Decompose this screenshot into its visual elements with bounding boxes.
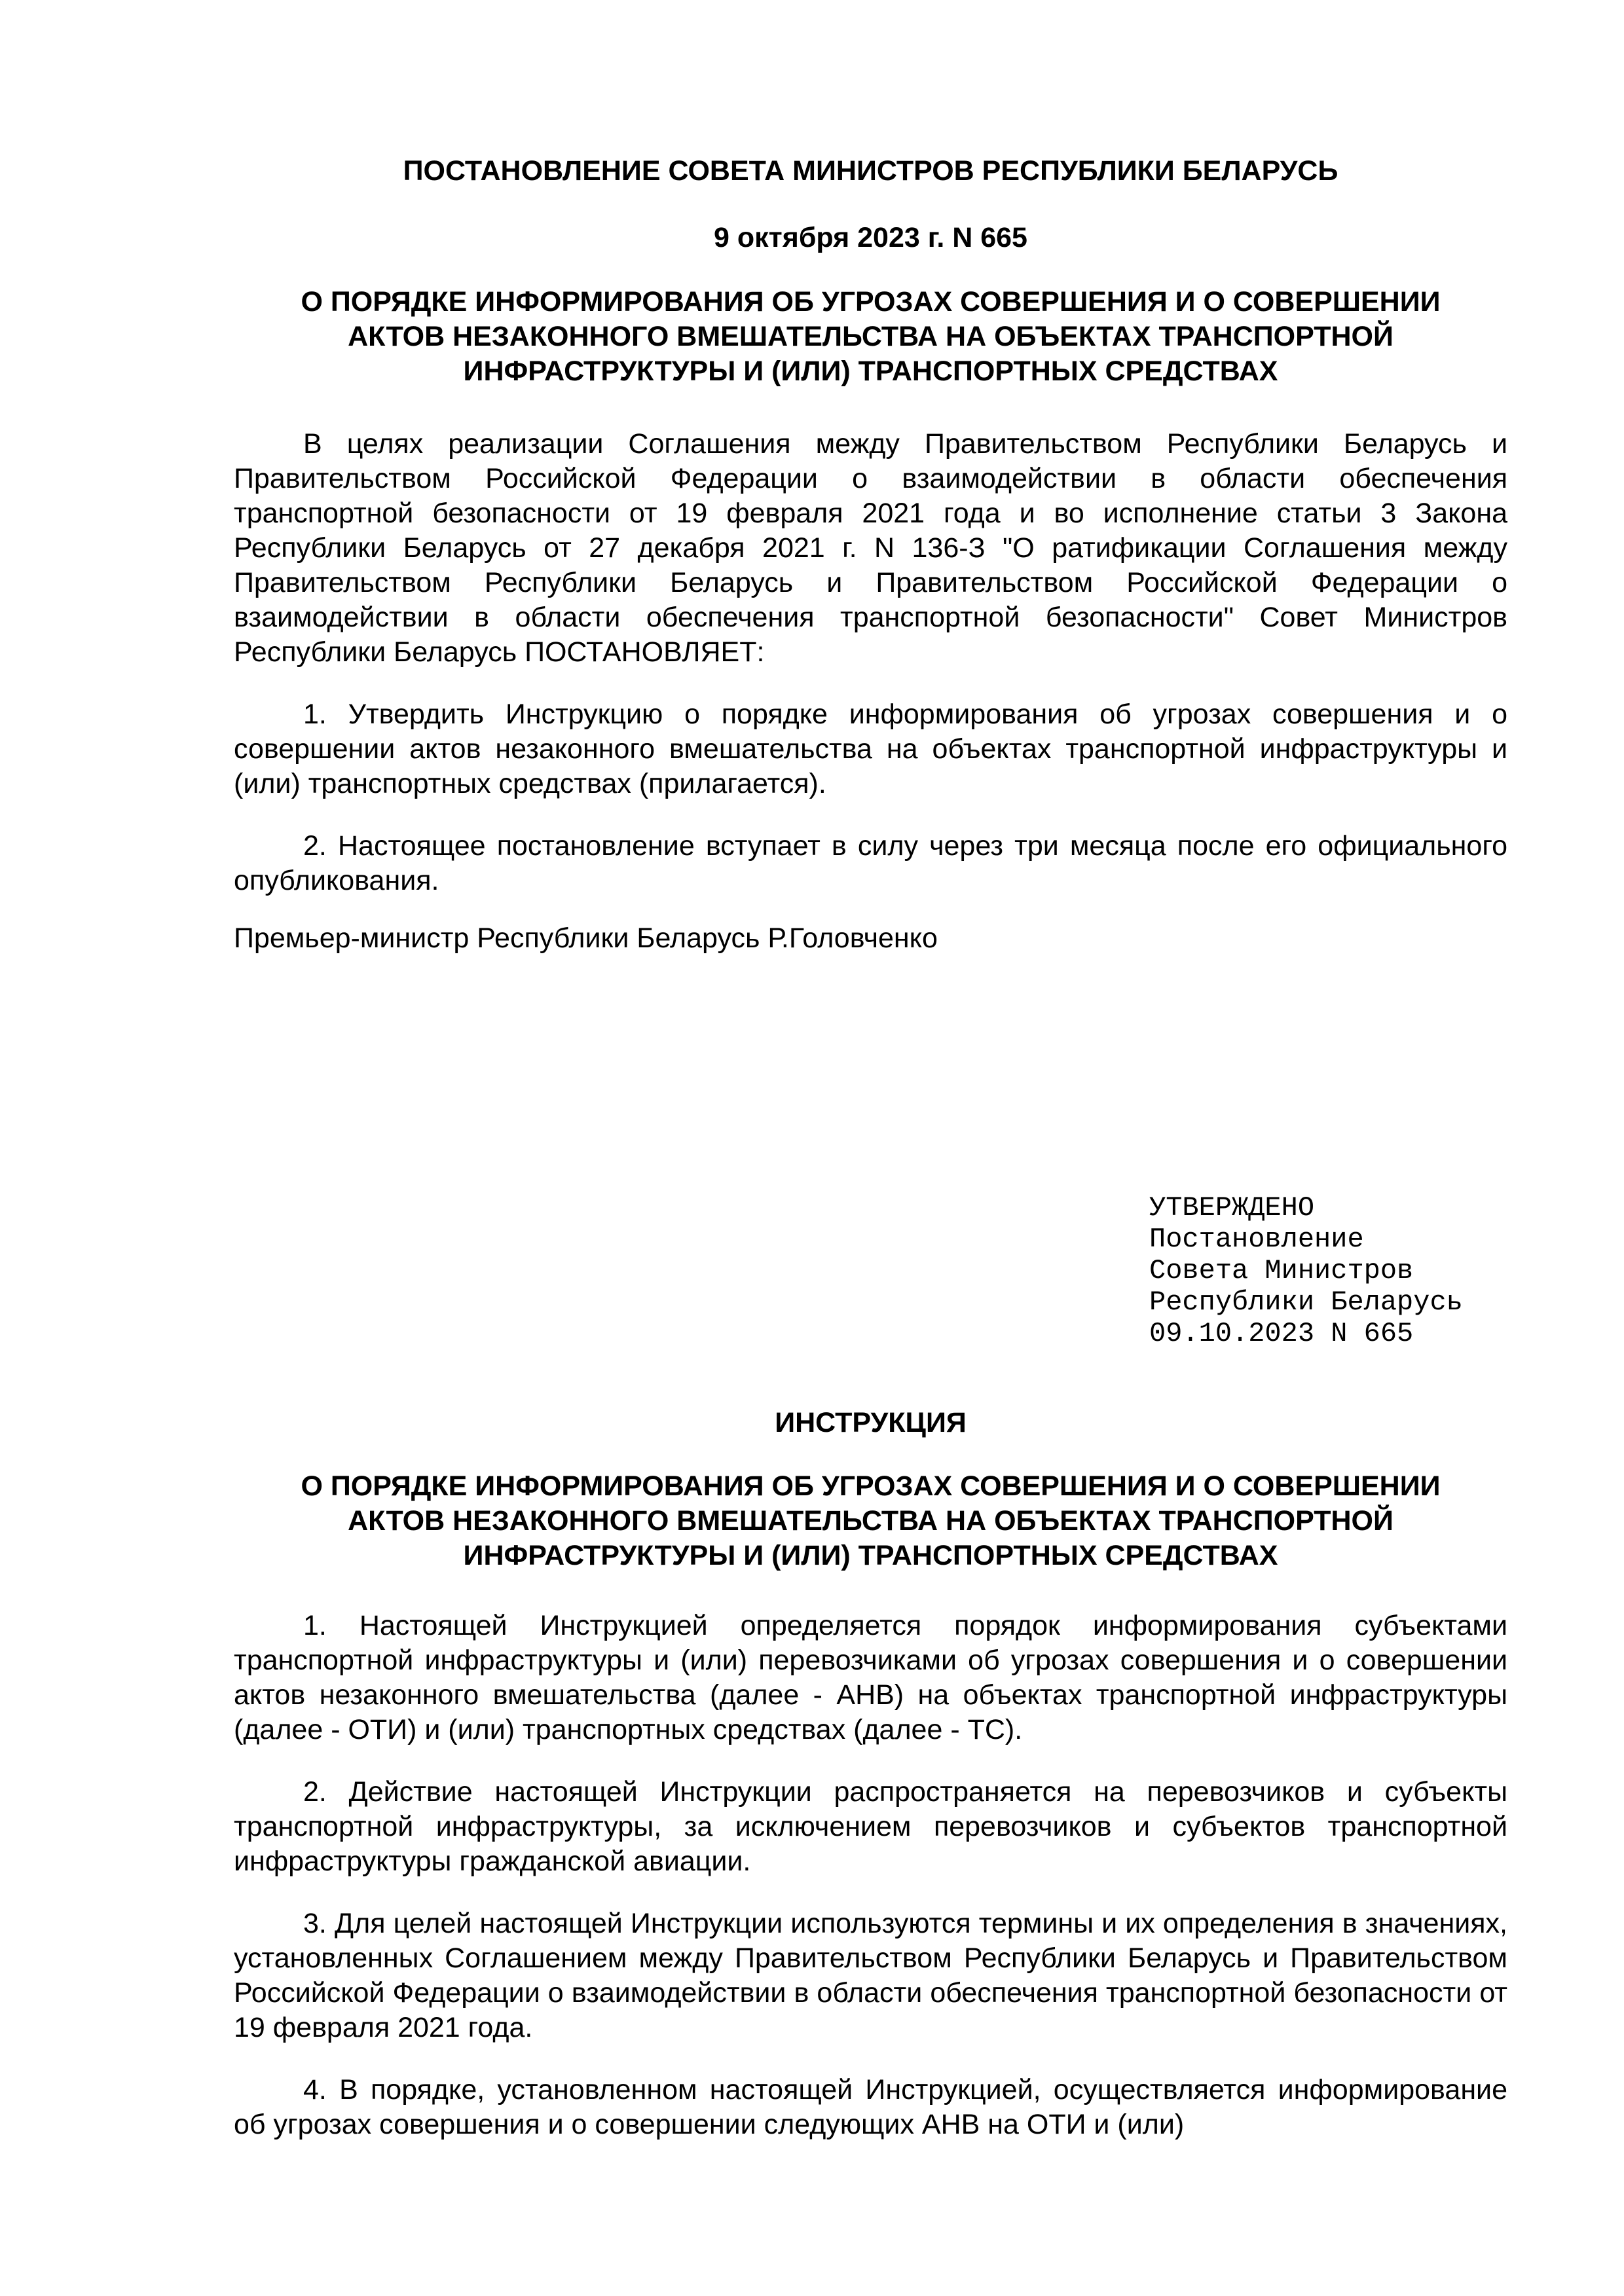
approval-stamp-line: Совета Министров: [1149, 1255, 1414, 1286]
decree-preamble: В целях реализации Соглашения между Правительством Республики Беларусь и Правительством Российской Федерации о взаимодействии в области обеспечения транспортной безопасности от 19 февраля 2021 года и во исполнение статьи 3 Закона Республики Беларусь от 27 декабря 2021 г. N 136-З "О ратификации Соглашения между Правительством Республики Беларусь и Правительством Российской Федерации о взаимодействии в области обеспечения транспортной безопасности" Совет Министров Республики Беларусь ПОСТАНОВЛЯЕТ:: [234, 428, 1507, 668]
decree-org-title: ПОСТАНОВЛЕНИЕ СОВЕТА МИНИСТРОВ РЕСПУБЛИКИ БЕЛАРУСЬ: [403, 155, 1338, 187]
decree-item-2: 2. Настоящее постановление вступает в силу через три месяца после его официального опубликования.: [234, 830, 1507, 896]
decree-date-number: 9 октября 2023 г. N 665: [714, 222, 1027, 253]
decree-item-1: 1. Утвердить Инструкцию о порядке информирования об угрозах совершения и о совершении актов незаконного вмешательства на объектах транспортной инфраструктуры и (или) транспортных средствах (прилагается).: [234, 699, 1507, 799]
instruction-heading: ИНСТРУКЦИЯ: [775, 1407, 967, 1438]
instruction-paragraph-4: 4. В порядке, установленном настоящей Инструкцией, осуществляется информирование об угрозах совершения и о совершении следующих АНВ на ОТИ и (или): [234, 2074, 1507, 2140]
instruction-paragraph-1: 1. Настоящей Инструкцией определяется порядок информирования субъектами транспортной инфраструктуры и (или) перевозчиками об угрозах совершения и о совершении актов незаконного вмешательства (далее - АНВ) на объектах транспортной инфраструктуры (далее - ОТИ) и (или) транспортных средствах (далее - ТС).: [234, 1610, 1507, 1745]
instruction-paragraph-2: 2. Действие настоящей Инструкции распространяется на перевозчиков и субъекты транспортной инфраструктуры, за исключением перевозчиков и субъектов транспортной инфраструктуры гражданской авиации.: [234, 1776, 1507, 1877]
signature-line: Премьер-министр Республики Беларусь Р.Головченко: [234, 922, 938, 954]
instruction-paragraph-3: 3. Для целей настоящей Инструкции используются термины и их определения в значениях, установленных Соглашением между Правительством Республики Беларусь и Правительством Российской Федерации о взаимодействии в области обеспечения транспортной безопасности от 19 февраля 2021 года.: [234, 1908, 1507, 2043]
approval-stamp-line: Постановление: [1149, 1224, 1364, 1255]
decree-subject-title: О ПОРЯДКЕ ИНФОРМИРОВАНИЯ ОБ УГРОЗАХ СОВЕРШЕНИЯ И О СОВЕРШЕНИИ АКТОВ НЕЗАКОННОГО ВМЕШАТЕЛЬСТВА НА ОБЪЕКТАХ ТРАНСПОРТНОЙ ИНФРАСТРУКТУРЫ И (ИЛИ) ТРАНСПОРТНЫХ СРЕДСТВАХ: [301, 286, 1441, 387]
approval-stamp: [1149, 1192, 1507, 1349]
approval-stamp-line: УТВЕРЖДЕНО: [1149, 1192, 1315, 1224]
approval-stamp-line: 09.10.2023 N 665: [1149, 1318, 1414, 1349]
approval-stamp-line: Республики Беларусь: [1149, 1286, 1463, 1318]
instruction-subject-title: О ПОРЯДКЕ ИНФОРМИРОВАНИЯ ОБ УГРОЗАХ СОВЕРШЕНИЯ И О СОВЕРШЕНИИ АКТОВ НЕЗАКОННОГО ВМЕШАТЕЛЬСТВА НА ОБЪЕКТАХ ТРАНСПОРТНОЙ ИНФРАСТРУКТУРЫ И (ИЛИ) ТРАНСПОРТНЫХ СРЕДСТВАХ: [301, 1470, 1441, 1571]
